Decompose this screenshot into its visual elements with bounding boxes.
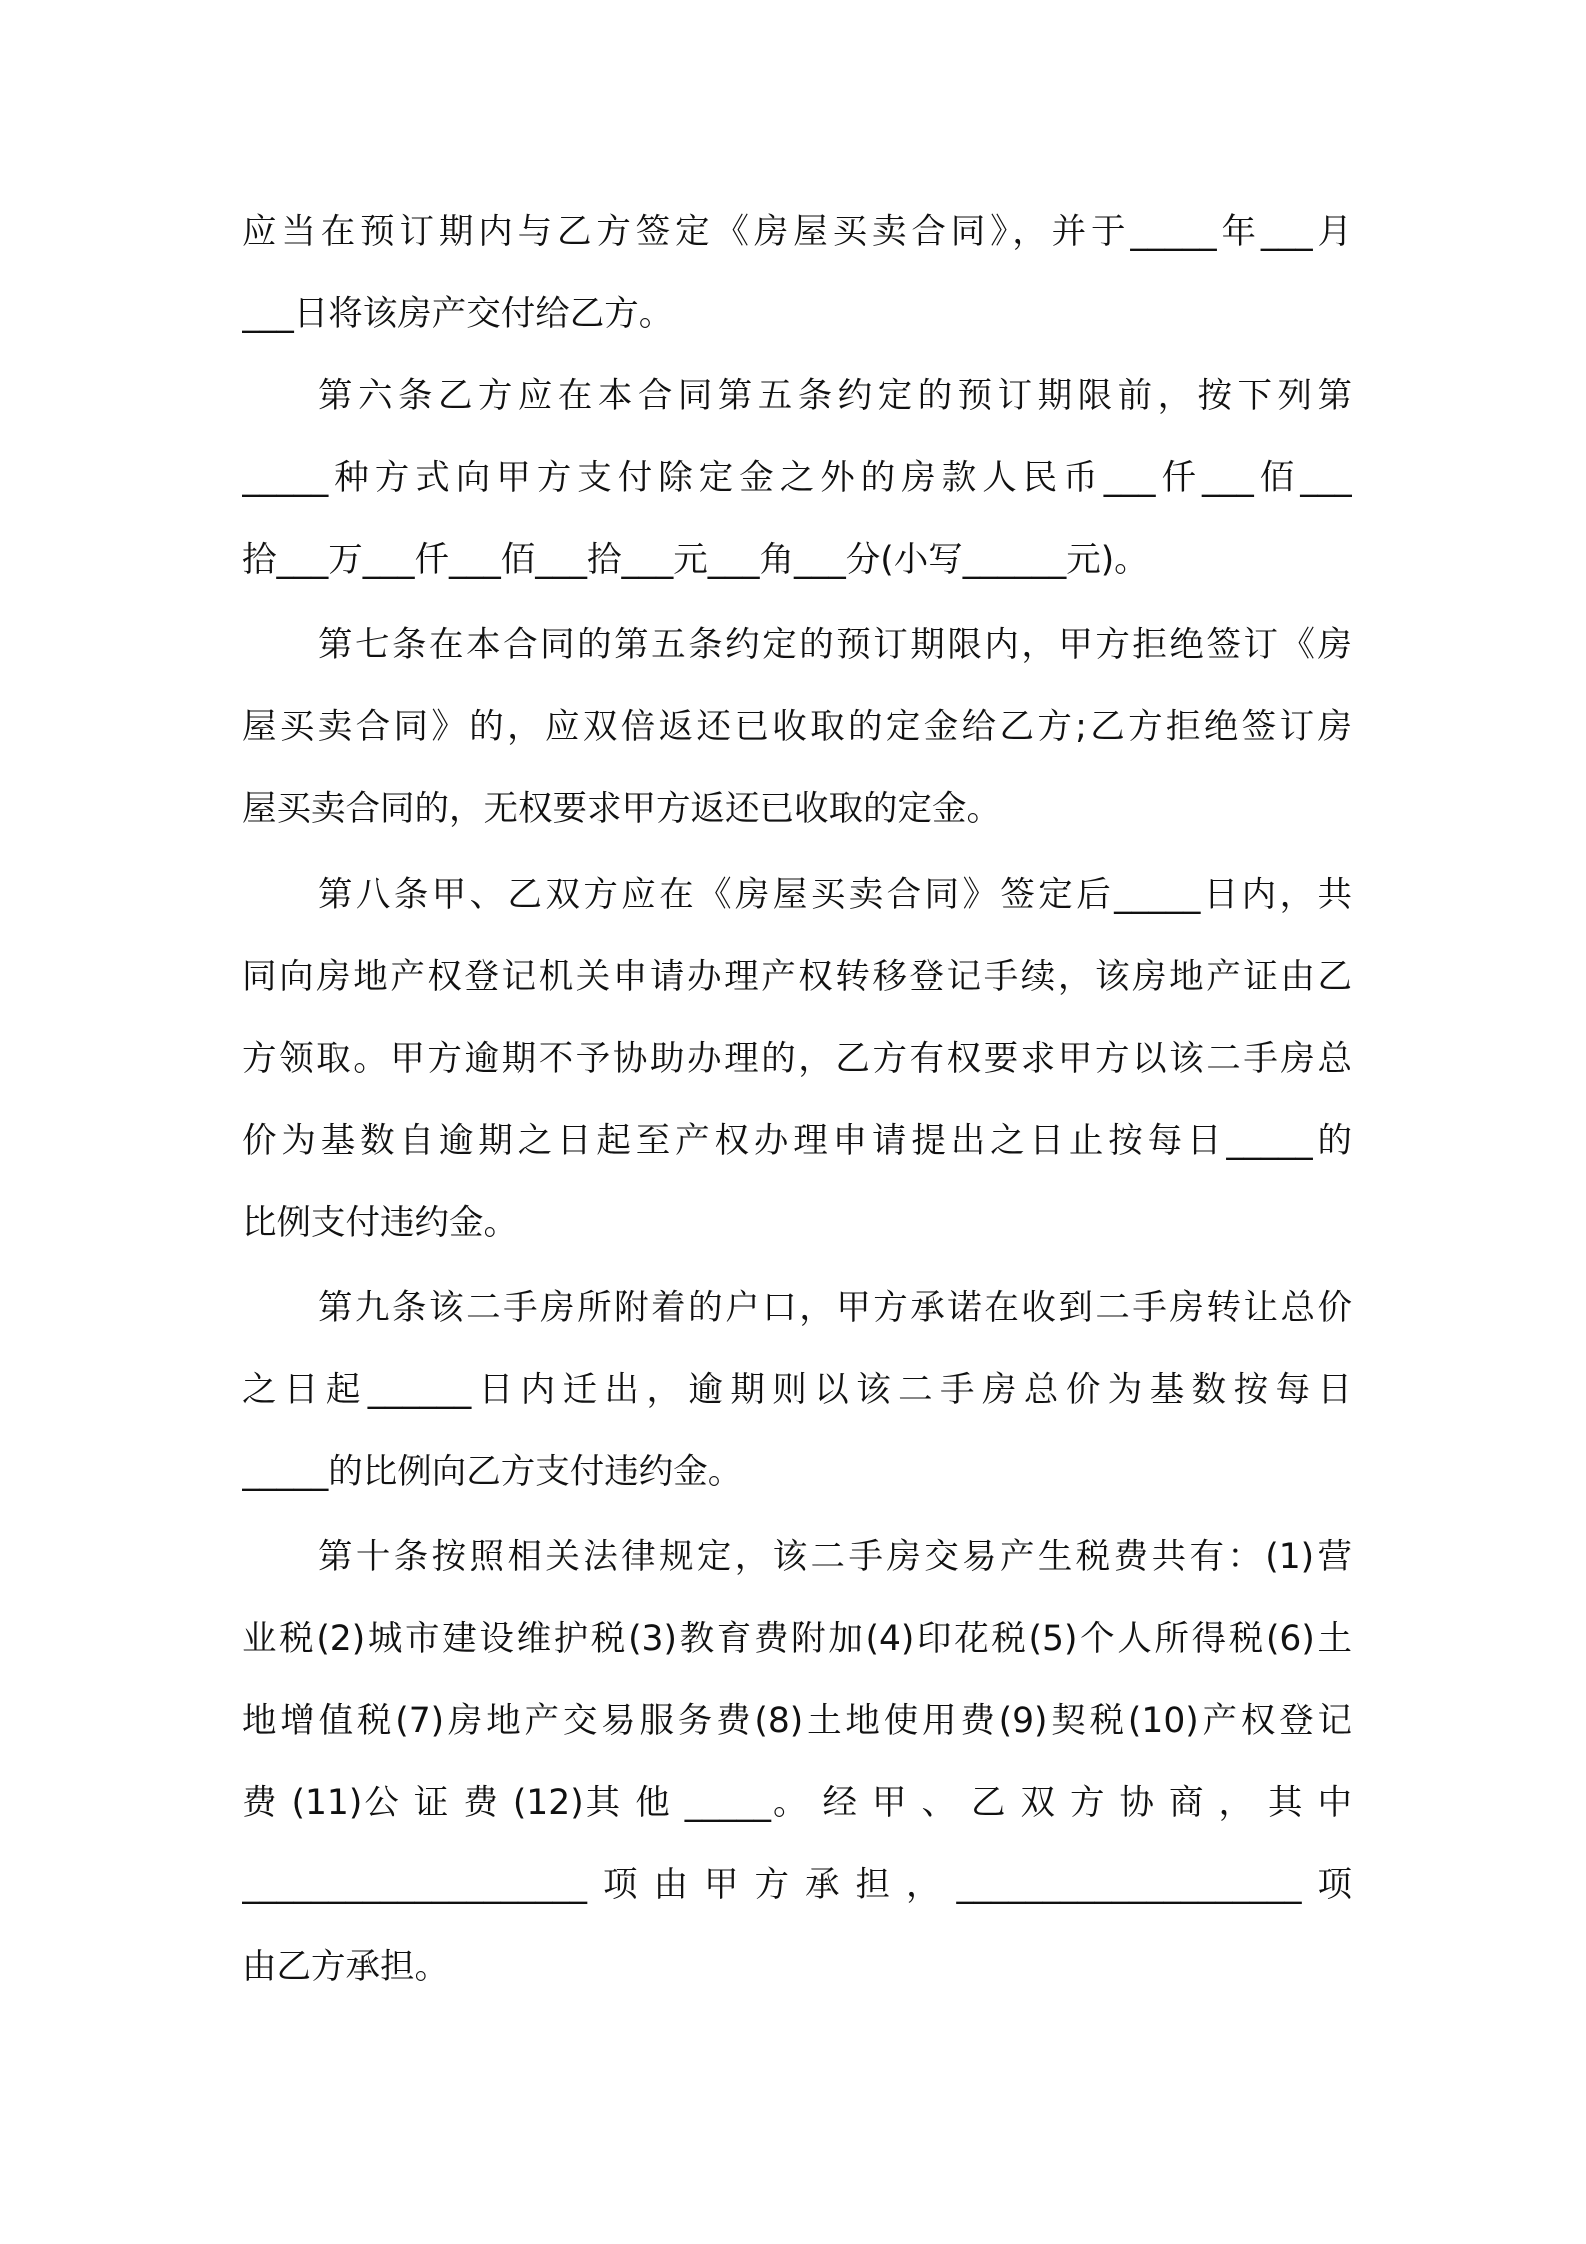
paragraph-line: ____________________项由甲方承担，____________________项 bbox=[242, 1865, 1352, 1905]
paragraph-line: 方领取。甲方逾期不予协助办理的，乙方有权要求甲方以该二手房总 bbox=[242, 1039, 1352, 1079]
paragraph-line: 费 (11)公 证 费 (12)其 他 _____。 经 甲 、 乙 双 方 协 商 ， 其 中 bbox=[242, 1783, 1352, 1823]
paragraph-line: _____的比例向乙方支付违约金。 bbox=[242, 1452, 743, 1492]
paragraph-line: ___日将该房产交付给乙方。 bbox=[242, 294, 674, 334]
paragraph-line: 拾___万___仟___佰___拾___元___角___分(小写______元)。 bbox=[242, 540, 1149, 580]
paragraph-line: 第十条按照相关法律规定，该二手房交易产生税费共有：(1)营 bbox=[318, 1537, 1352, 1577]
paragraph-line: _____种方式向甲方支付除定金之外的房款人民币___仟___佰___ bbox=[242, 458, 1352, 498]
paragraph-line: 同向房地产权登记机关申请办理产权转移登记手续，该房地产证由乙 bbox=[242, 957, 1352, 997]
paragraph-line: 比例支付违约金。 bbox=[242, 1203, 518, 1243]
paragraph-line: 屋买卖合同的，无权要求甲方返还已收取的定金。 bbox=[242, 789, 1001, 829]
paragraph-line: 地增值税(7)房地产交易服务费(8)土地使用费(9)契税(10)产权登记 bbox=[242, 1701, 1352, 1741]
paragraph-line: 第九条该二手房所附着的户口，甲方承诺在收到二手房转让总价 bbox=[318, 1288, 1352, 1328]
paragraph-line: 第六条乙方应在本合同第五条约定的预订期限前，按下列第 bbox=[318, 376, 1352, 416]
paragraph-line: 应当在预订期内与乙方签定《房屋买卖合同》，并于_____年___月 bbox=[242, 212, 1352, 252]
paragraph-line: 第八条甲、乙双方应在《房屋买卖合同》签定后_____日内，共 bbox=[318, 875, 1352, 915]
paragraph-line: 业税(2)城市建设维护税(3)教育费附加(4)印花税(5)个人所得税(6)土 bbox=[242, 1619, 1352, 1659]
paragraph-line: 价为基数自逾期之日起至产权办理申请提出之日止按每日_____的 bbox=[242, 1121, 1352, 1161]
paragraph-line: 第七条在本合同的第五条约定的预订期限内，甲方拒绝签订《房 bbox=[318, 625, 1352, 665]
paragraph-line: 屋买卖合同》的，应双倍返还已收取的定金给乙方;乙方拒绝签订房 bbox=[242, 707, 1352, 747]
paragraph-line: 之日起______日内迁出，逾期则以该二手房总价为基数按每日 bbox=[242, 1370, 1352, 1410]
paragraph-line: 由乙方承担。 bbox=[242, 1947, 449, 1987]
